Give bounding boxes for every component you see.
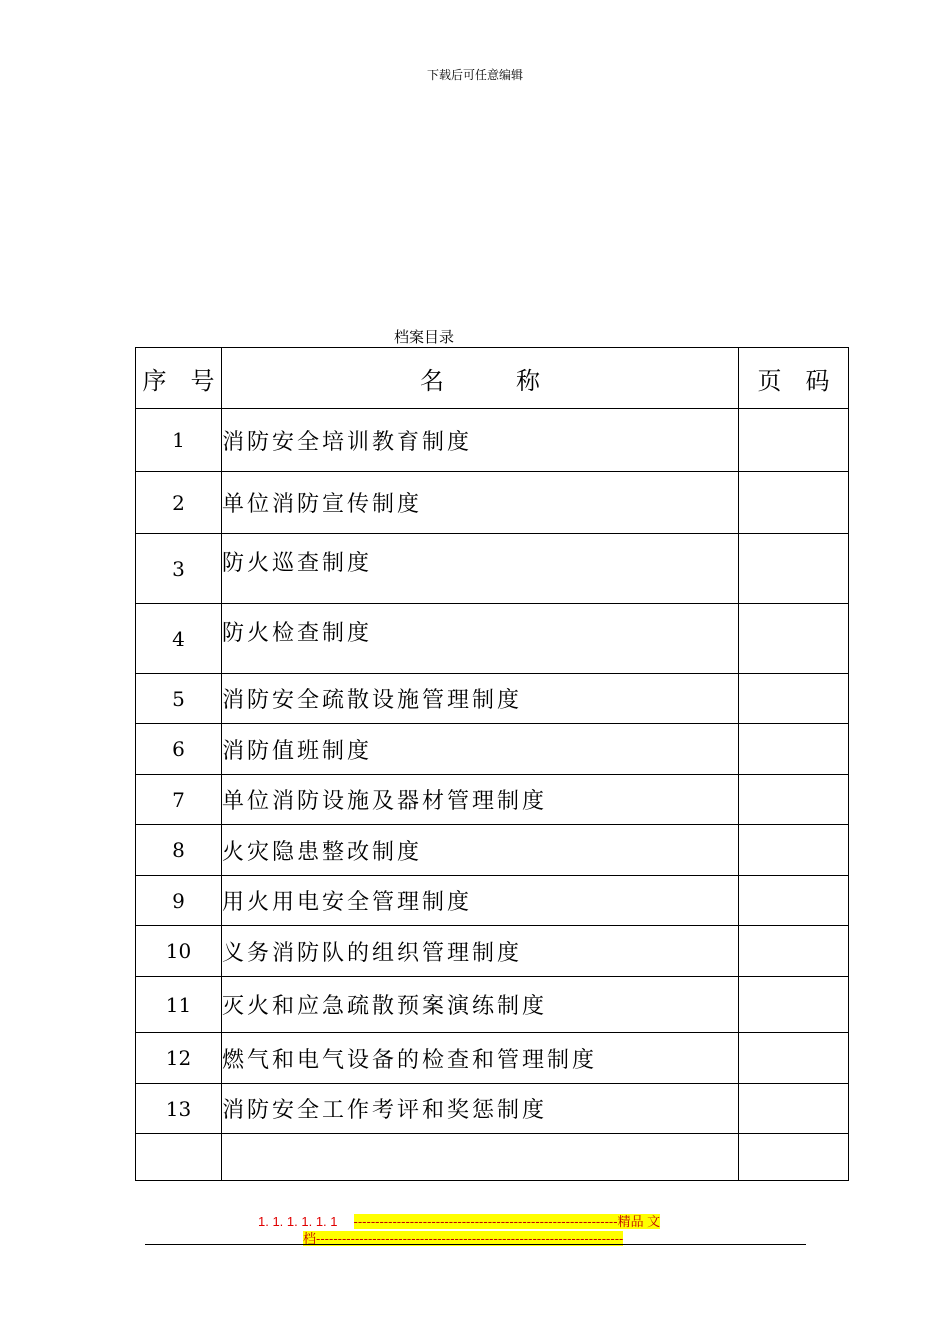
row-number: 8 (136, 825, 222, 876)
row-page (739, 825, 849, 876)
row-number: 10 (136, 926, 222, 977)
table-row (136, 825, 849, 876)
row-number: 11 (136, 977, 222, 1033)
table-header-row (136, 348, 849, 409)
row-name: 消防安全工作考评和奖惩制度 (222, 1084, 739, 1134)
row-name: 消防安全疏散设施管理制度 (222, 674, 739, 724)
row-name: 单位消防设施及器材管理制度 (222, 775, 739, 825)
row-name: 消防安全培训教育制度 (222, 409, 739, 472)
row-page (739, 1033, 849, 1084)
table-row (136, 674, 849, 724)
table-row (136, 472, 849, 534)
row-page (739, 926, 849, 977)
row-number: 9 (136, 876, 222, 926)
row-page (739, 876, 849, 926)
row-number: 7 (136, 775, 222, 825)
row-number: 13 (136, 1084, 222, 1134)
row-page (739, 534, 849, 604)
footer-rule (145, 1244, 806, 1245)
row-page (739, 977, 849, 1033)
row-page (739, 775, 849, 825)
row-name: 消防值班制度 (222, 724, 739, 775)
table-row (136, 409, 849, 472)
row-name: 防火巡查制度 (222, 534, 739, 604)
row-name: 火灾隐患整改制度 (222, 825, 739, 876)
footer-numbering: 1. 1. 1. 1. 1. 1 (258, 1214, 338, 1229)
table-row (136, 1033, 849, 1084)
row-number (136, 1134, 222, 1181)
table-row (136, 876, 849, 926)
table-row (136, 604, 849, 674)
toc-table (135, 347, 849, 1181)
table-row (136, 534, 849, 604)
row-page (739, 1084, 849, 1134)
column-header-name: 名 称 (222, 348, 739, 409)
row-page (739, 674, 849, 724)
row-name: 用火用电安全管理制度 (222, 876, 739, 926)
table-row (136, 724, 849, 775)
table-row (136, 1134, 849, 1181)
row-number: 1 (136, 409, 222, 472)
row-name: 单位消防宣传制度 (222, 472, 739, 534)
row-name: 防火检查制度 (222, 604, 739, 674)
row-number: 2 (136, 472, 222, 534)
row-number: 12 (136, 1033, 222, 1084)
row-number: 6 (136, 724, 222, 775)
row-name: 燃气和电气设备的检查和管理制度 (222, 1033, 739, 1084)
row-page (739, 472, 849, 534)
row-page (739, 724, 849, 775)
row-page (739, 1134, 849, 1181)
row-name (222, 1134, 739, 1181)
column-header-num: 序 号 (136, 348, 222, 409)
row-name: 灭火和应急疏散预案演练制度 (222, 977, 739, 1033)
row-number: 4 (136, 604, 222, 674)
table-row (136, 926, 849, 977)
row-page (739, 604, 849, 674)
footer-highlight-1: -------------------------------------------------------------精品 文 (353, 1214, 661, 1229)
footer-highlight-2: 档----------------------------------------------------------------------- (303, 1231, 624, 1246)
row-name: 义务消防队的组织管理制度 (222, 926, 739, 977)
row-number: 3 (136, 534, 222, 604)
table-row (136, 1084, 849, 1134)
row-number: 5 (136, 674, 222, 724)
column-header-page: 页 码 (739, 348, 849, 409)
table-row (136, 977, 849, 1033)
row-page (739, 409, 849, 472)
table-row (136, 775, 849, 825)
header-note: 下载后可任意编辑 (426, 68, 523, 82)
document-title: 档案目录 (394, 328, 455, 346)
